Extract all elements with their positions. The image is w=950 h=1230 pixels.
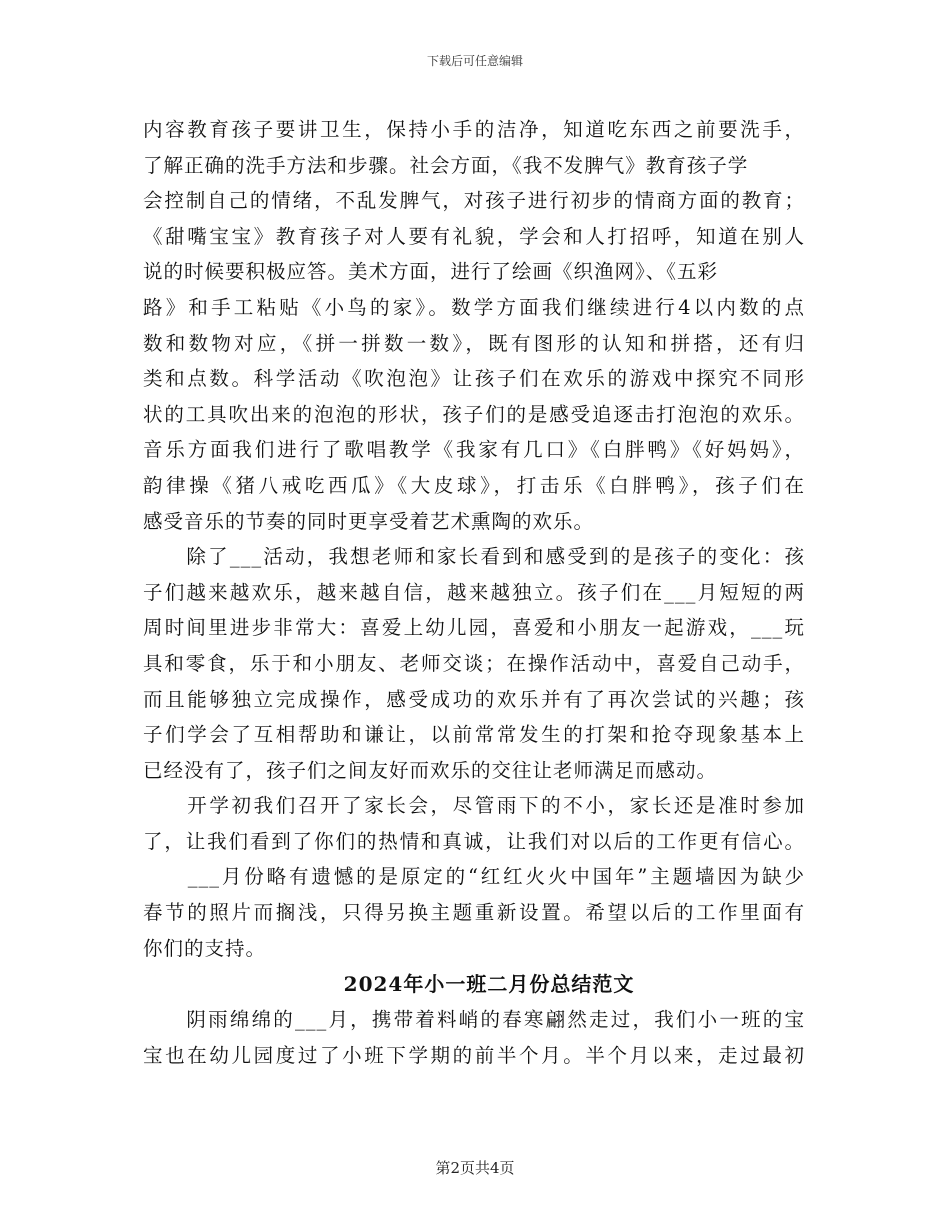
section-title: 2024年小一班二月份总结范文 [343, 972, 635, 997]
text-line: 音乐方面我们进行了歌唱教学《我家有几口》《白胖鸭》《好妈妈》， [143, 438, 805, 462]
text-line: 阴雨绵绵的___月，携带着料峭的春寒翩然走过，我们小一班的宝 [143, 1008, 805, 1032]
document-body [143, 112, 805, 1073]
text-line: 已经没有了，孩子们之间友好而欢乐的交往让老师满足而感动。 [143, 758, 718, 782]
text-line: 了解正确的洗手方法和步骤。社会方面，《我不发脾气》教育孩子学 [143, 153, 749, 177]
text-line: 内容教育孩子要讲卫生，保持小手的洁净，知道吃东西之前要洗手， [143, 118, 805, 141]
text-line: 状的工具吹出来的泡泡的形状，孩子们的是感受追逐击打泡泡的欢乐。 [143, 402, 805, 426]
text-line: 类和点数。科学活动《吹泡泡》让孩子们在欢乐的游戏中探究不同形 [143, 367, 805, 391]
text-line: 子们学会了互相帮助和谦让，以前常常发生的打架和抢夺现象基本上 [143, 723, 805, 747]
paragraph-block-4 [143, 859, 805, 966]
text-line: ___月份略有遗憾的是原定的“红红火火中国年”主题墙因为缺少 [143, 865, 805, 889]
text-line: 韵律操《猪八戒吃西瓜》《大皮球》，打击乐《白胖鸭》，孩子们在 [143, 473, 805, 497]
text-line: 子们越来越欢乐，越来越自信，越来越独立。孩子们在___月短短的两 [143, 580, 805, 604]
text-line: 除了___活动，我想老师和家长看到和感受到的是孩子的变化：孩 [143, 545, 805, 569]
text-line: 春节的照片而搁浅，只得另换主题重新设置。希望以后的工作里面有 [143, 901, 805, 925]
text-line: 具和零食，乐于和小朋友、老师交谈；在操作活动中，喜爱自己动手， [143, 651, 805, 675]
paragraph-block-2 [143, 539, 805, 788]
text-line: 路》和手工粘贴《小鸟的家》。数学方面我们继续进行4以内数的点 [143, 295, 805, 319]
text-line: 你们的支持。 [143, 936, 267, 960]
text-line: 会控制自己的情绪，不乱发脾气，对孩子进行初步的情商方面的教育； [143, 189, 805, 213]
text-line: 了，让我们看到了你们的热情和真诚，让我们对以后的工作更有信心。 [143, 829, 805, 853]
paragraph-block-1 [143, 112, 805, 539]
paragraph-block-5 [143, 1002, 805, 1073]
text-line: 周时间里进步非常大：喜爱上幼儿园，喜爱和小朋友一起游戏，___玩 [143, 616, 805, 640]
text-line: 感受音乐的节奏的同时更享受着艺术熏陶的欢乐。 [143, 509, 595, 533]
text-line: 而且能够独立完成操作，感受成功的欢乐并有了再次尝试的兴趣；孩 [143, 687, 805, 711]
text-line: 说的时候要积极应答。美术方面，进行了绘画《织渔网》、《五彩 [143, 260, 719, 284]
text-line: 宝也在幼儿园度过了小班下学期的前半个月。半个月以来，走过最初 [143, 1043, 805, 1067]
text-line: 《甜嘴宝宝》教育孩子对人要有礼貌，学会和人打招呼，知道在别人 [143, 224, 805, 248]
page-footer: 第2页共4页 [435, 1159, 515, 1177]
text-line: 数和数物对应，《拼一拼数一数》，既有图形的认知和拼搭，还有归 [143, 331, 805, 355]
paragraph-block-3 [143, 788, 805, 859]
page-header: 下载后可任意编辑 [426, 54, 523, 68]
text-line: 开学初我们召开了家长会，尽管雨下的不小，家长还是准时参加 [143, 794, 805, 818]
